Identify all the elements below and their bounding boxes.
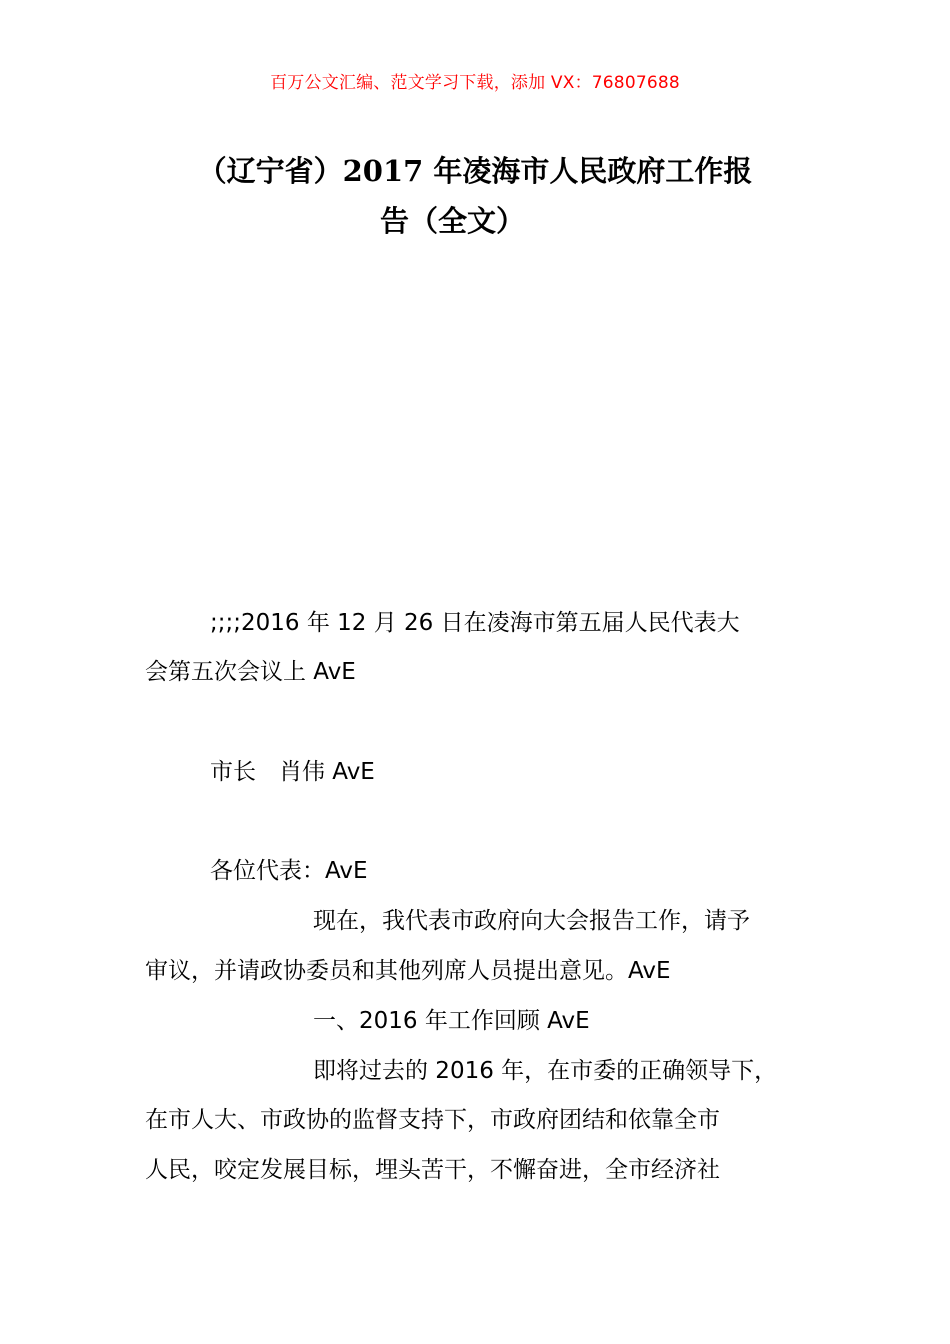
speaker-line: 市长 肖伟 AvE <box>210 759 375 785</box>
paragraph-2-line-3: 人民，咬定发展目标，埋头苦干，不懈奋进，全市经济社 <box>145 1157 720 1183</box>
section-heading: 一、2016 年工作回顾 AvE <box>313 1008 590 1034</box>
paragraph-1-line-1: 现在，我代表市政府向大会报告工作，请予 <box>313 908 750 934</box>
paragraph-1-line-2: 审议，并请政协委员和其他列席人员提出意见。AvE <box>145 958 671 984</box>
document-title-line-1: （辽宁省）2017 年凌海市人民政府工作报 <box>197 154 753 188</box>
paragraph-2-line-1: 即将过去的 2016 年，在市委的正确领导下， <box>313 1058 778 1084</box>
document-title-line-2: 告（全文） <box>380 204 526 238</box>
paragraph-2-line-2: 在市人大、市政协的监督支持下，市政府团结和依靠全市 <box>145 1107 720 1133</box>
meeting-info-line-1: ;;;;2016 年 12 月 26 日在凌海市第五届人民代表大 <box>210 610 740 636</box>
header-watermark-note: 百万公文汇编、范文学习下载，添加 VX：76807688 <box>270 73 680 93</box>
salutation-line: 各位代表：AvE <box>210 858 368 884</box>
meeting-info-line-2: 会第五次会议上 AvE <box>145 659 356 685</box>
